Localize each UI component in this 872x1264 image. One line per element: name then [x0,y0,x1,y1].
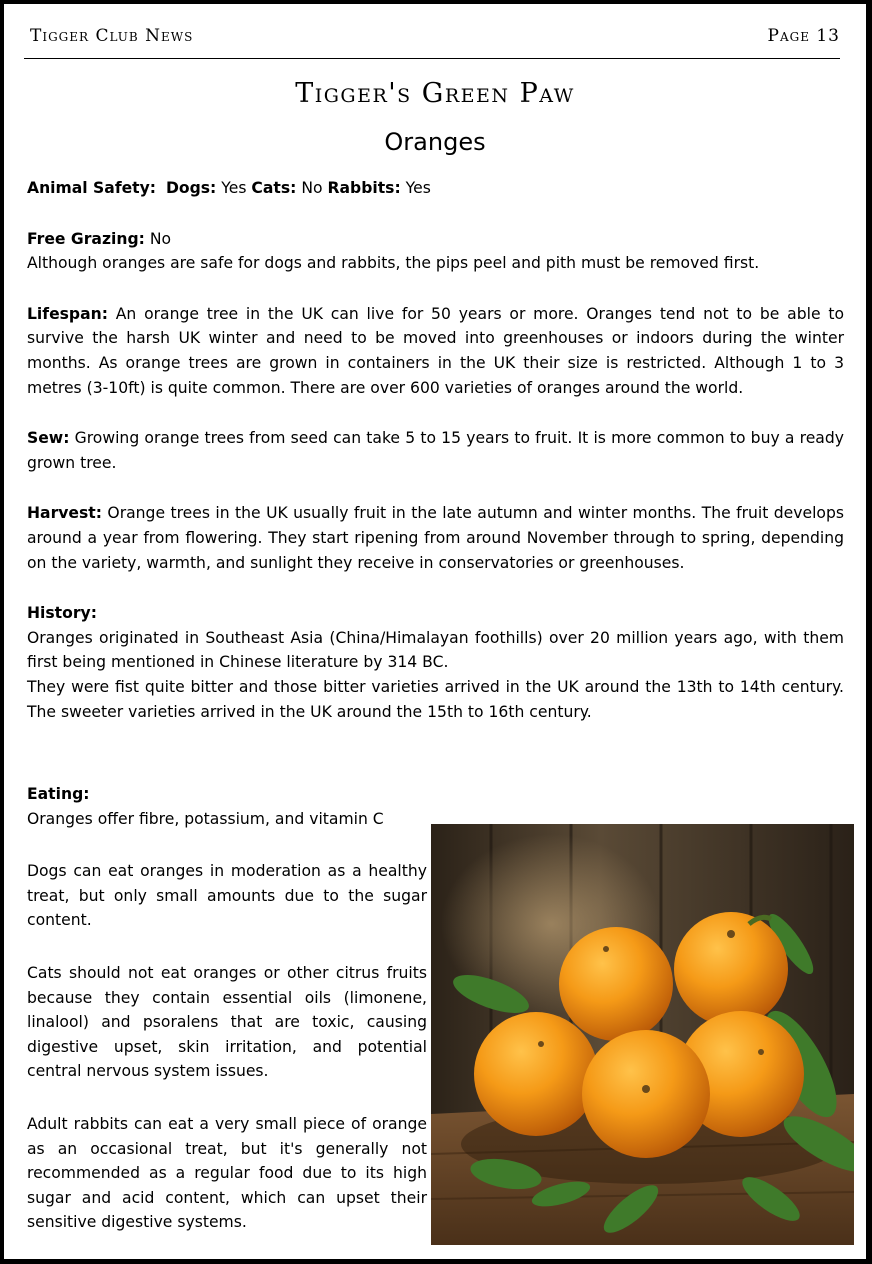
history-heading: History: [27,604,97,623]
article-body [27,176,844,724]
eating-heading: Eating: [27,785,90,803]
eating-intro: Oranges offer fibre, potassium, and vitamin C [27,809,384,828]
grazing-note: Although oranges are safe for dogs and rabbits, the pips peel and pith must be removed first. [27,254,760,273]
newsletter-name: Tigger Club News [30,26,194,46]
article-title: Oranges [384,128,486,156]
animal-safety: Animal Safety: Dogs: Yes Cats: No Rabbits: Yes [27,179,431,197]
lifespan-paragraph: Lifespan: An orange tree in the UK can live for 50 years or more. Oranges tend not to be able to survive the harsh UK winter and need to be moved into greenhouses or indoors during the winter months. As orange trees are grown in containers in the UK their size is restricted. Although 1 to 3 metres (3-10ft) is quite common. There are over 600 varieties of oranges around the world. [27,304,844,397]
eating-rabbits: Adult rabbits can eat a very small piece of orange as an occasional treat, but it's generally not recommended as a regular food due to its high sugar and acid content, which can upset their sensitive digestive systems. [27,1114,427,1232]
history-paragraph-1: Oranges originated in Southeast Asia (China/Himalayan foothills) over 20 million years ago, with them first being mentioned in Chinese literature by 314 BC. [27,628,844,672]
page-header [24,24,840,59]
eating-section [27,782,427,1235]
sew-paragraph: Sew: Growing orange trees from seed can take 5 to 15 years to fruit. It is more common to buy a ready grown tree. [27,429,844,472]
section-title: Tigger's Green Paw [295,78,575,109]
eating-cats: Cats should not eat oranges or other citrus fruits because they contain essential oils (limonene, linalool) and psoralens that are toxic, causing digestive upset, skin irritation, and potential central nervous system issues. [27,963,427,1081]
free-grazing: Free Grazing: No [27,229,172,248]
page-number: Page 13 [767,26,840,46]
oranges-photo [431,824,854,1245]
harvest-paragraph: Harvest: Orange trees in the UK usually fruit in the late autumn and winter months. The fruit develops around a year from flowering. They start ripening from around November through to spring, depending on the variety, warmth, and sunlight they receive in conservatories or greenhouses. [27,504,844,572]
eating-dogs: Dogs can eat oranges in moderation as a healthy treat, but only small amounts due to the sugar content. [27,862,427,930]
history-paragraph-2: They were fist quite bitter and those bitter varieties arrived in the UK around the 13th to 14th century. The sweeter varieties arrived in the UK around the 15th to 16th century. [27,677,844,721]
